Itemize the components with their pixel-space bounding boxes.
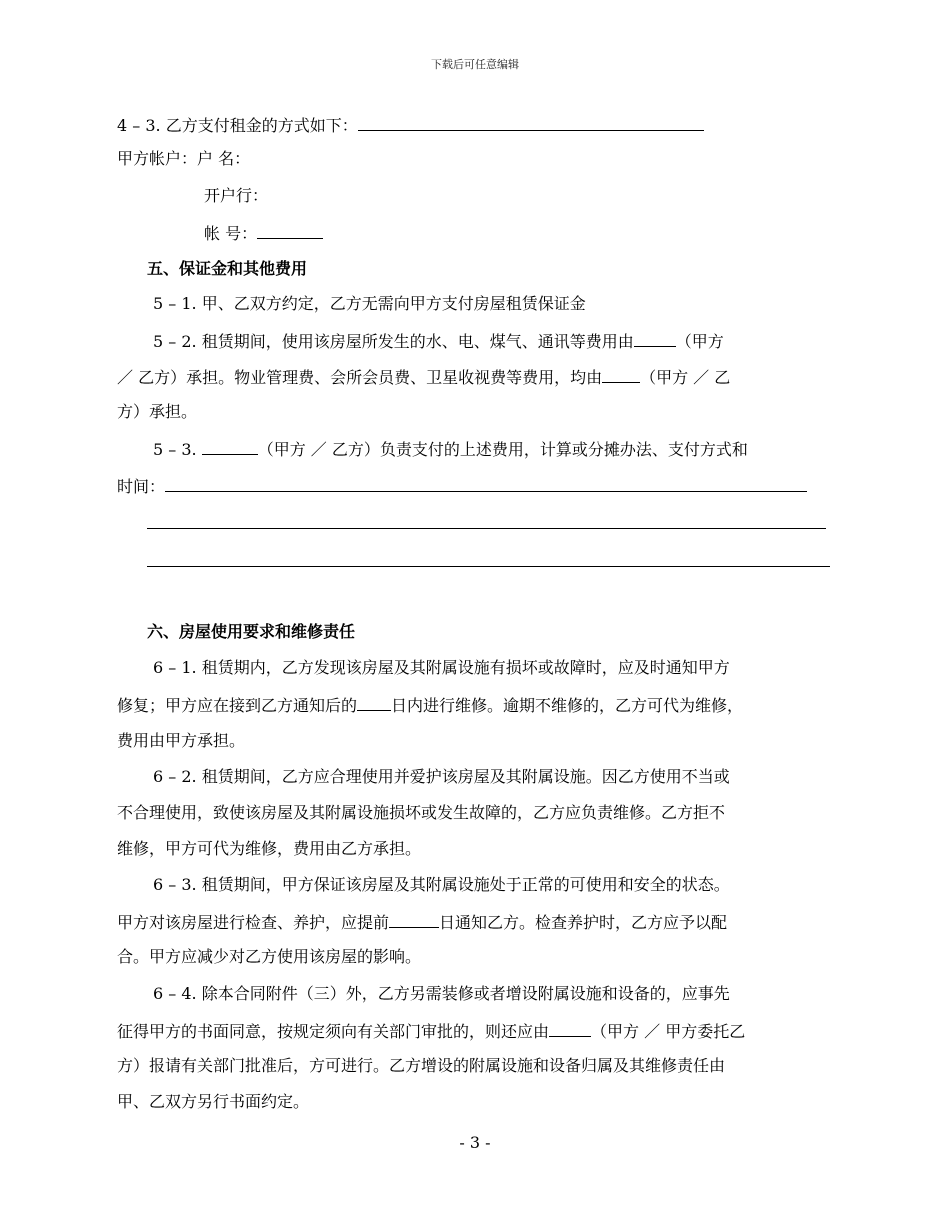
clause-5-2-text-d: （甲方 ／ 乙 [640,368,731,387]
clause-5-3-time-label: 时间： [117,477,166,496]
clause-5-3-text: （甲方 ／ 乙方）负责支付的上述费用，计算或分摊办法、支付方式和 [257,440,748,459]
fill-line-1[interactable] [147,528,826,529]
clause-6-3-line2 [117,911,727,933]
clause-6-4-text-a: 征得甲方的书面同意，按规定须向有关部门审批的，则还应由 [117,1022,550,1041]
clause-4-3 [117,114,704,136]
repair-days-blank[interactable] [357,694,391,711]
clause-5-2-text-c: ／ 乙方）承担。物业管理费、会所会员费、卫星收视费等费用，均由 [117,368,603,387]
clause-6-2-line3: 维修，甲方可代为维修，费用由乙方承担。 [117,839,422,858]
clause-5-3-line2 [117,475,807,497]
clause-5-2-line3: 方）承担。 [117,402,198,421]
page-number: - 3 - [459,1133,491,1152]
fee-method-blank[interactable] [165,475,807,492]
payment-method-blank[interactable] [358,114,704,131]
clause-4-3-label: 4 – 3. 乙方支付租金的方式如下： [117,116,358,135]
utilities-payer-blank[interactable] [634,330,676,347]
clause-6-3-text-a: 甲方对该房屋进行检查、养护，应提前 [117,913,390,932]
clause-6-3-text-b: 日通知乙方。检查养护时，乙方应予以配 [439,913,728,932]
clause-6-4-line1: 6 – 4. 除本合同附件（三）外，乙方另需装修或者增设附属设施和设备的，应事先 [153,984,730,1003]
clause-6-1-text-b: 日内进行维修。逾期不维修的，乙方可代为维修， [391,696,744,715]
clause-6-4-line3: 方）报请有关部门批准后，方可进行。乙方增设的附属设施和设备归属及其维修责任由 [117,1056,726,1075]
clause-6-1-line3: 费用由甲方承担。 [117,731,246,750]
clause-5-3-line1 [153,438,748,460]
page-header: 下载后可任意编辑 [431,58,519,71]
clause-5-2-text-b: （甲方 [675,332,724,351]
section-6-title: 六、房屋使用要求和维修责任 [147,622,356,641]
clause-6-4-line2 [117,1020,745,1042]
clause-6-1-line2 [117,694,743,716]
clause-6-1-text-a: 修复；甲方应在接到乙方通知后的 [117,696,358,715]
account-name-line: 甲方帐户：户 名： [117,149,251,168]
clause-5-3-number: 5 – 3. [153,440,197,459]
approval-party-blank[interactable] [549,1020,591,1037]
clause-5-2-line2 [117,366,730,388]
clause-5-2-text-a: 5 – 2. 租赁期间，使用该房屋所发生的水、电、煤气、通讯等费用由 [153,332,634,351]
clause-5-1: 5 – 1. 甲、乙双方约定，乙方无需向甲方支付房屋租赁保证金 [153,294,586,313]
clause-6-3-line3: 合。甲方应减少对乙方使用该房屋的影响。 [117,947,422,966]
fill-line-2[interactable] [147,566,830,567]
clause-6-1-line1: 6 – 1. 租赁期内，乙方发现该房屋及其附属设施有损坏或故障时，应及时通知甲方 [153,658,730,677]
clause-5-2-line1 [153,330,724,352]
notice-days-blank[interactable] [389,911,439,928]
account-number-label: 帐 号： [204,224,258,243]
fee-party-blank[interactable] [202,438,258,455]
section-5-title: 五、保证金和其他费用 [147,259,308,278]
clause-6-4-text-b: （甲方 ／ 甲方委托乙 [591,1022,746,1041]
clause-6-2-line2: 不合理使用，致使该房屋及其附属设施损坏或发生故障的，乙方应负责维修。乙方拒不 [117,803,726,822]
clause-6-4-line4: 甲、乙双方另行书面约定。 [117,1092,310,1111]
account-number-blank[interactable] [257,222,323,239]
property-fee-payer-blank[interactable] [602,366,640,383]
account-bank-line: 开户行： [204,186,269,205]
account-number-line [204,222,323,244]
clause-6-3-line1: 6 – 3. 租赁期间，甲方保证该房屋及其附属设施处于正常的可使用和安全的状态。 [153,875,730,894]
clause-6-2-line1: 6 – 2. 租赁期间，乙方应合理使用并爱护该房屋及其附属设施。因乙方使用不当或 [153,767,730,786]
